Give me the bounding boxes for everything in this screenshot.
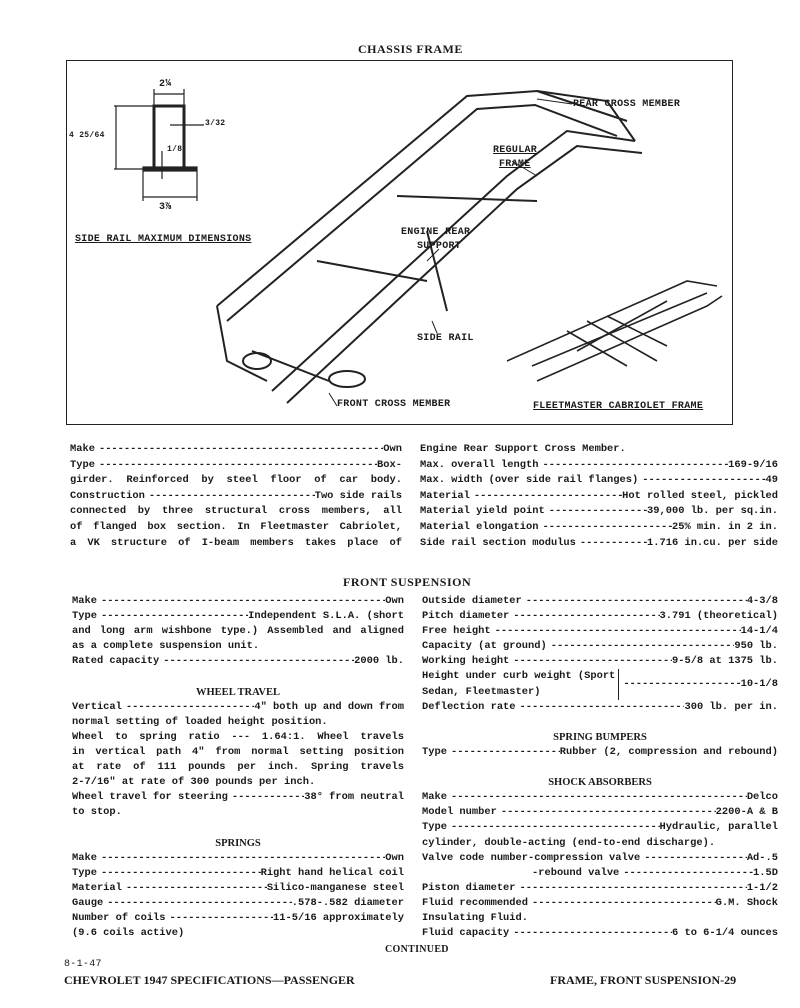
spec-label: Material elongation xyxy=(420,520,539,533)
dim-width-bottom: 3⅞ xyxy=(159,202,172,213)
text-line: Engine Rear Support Cross Member. xyxy=(420,443,626,455)
text-line: as a complete suspension unit. xyxy=(72,640,260,653)
spec-label: Vertical xyxy=(72,700,122,713)
spec-value: 2000 lb. xyxy=(354,655,404,668)
dash-leader xyxy=(166,911,274,926)
spec-value: Delco xyxy=(746,791,778,804)
spec-value: 1.5D xyxy=(753,866,778,879)
dash-leader xyxy=(470,489,622,505)
text-line: Insulating Fluid. xyxy=(422,911,529,924)
spec-label: Gauge xyxy=(72,896,104,909)
dash-leader xyxy=(447,790,747,805)
spec-value: 14-1/4 xyxy=(740,625,778,638)
spec-row xyxy=(422,820,778,835)
dash-leader xyxy=(95,458,377,474)
label-regular-frame-2: FRAME xyxy=(499,159,531,170)
dash-leader xyxy=(538,458,728,474)
spacer xyxy=(422,715,778,730)
dash-leader xyxy=(145,489,315,505)
spec-row xyxy=(70,442,402,458)
dash-leader xyxy=(97,866,261,881)
spacer xyxy=(422,760,778,775)
spec-row xyxy=(420,520,778,536)
spec-row xyxy=(422,805,778,820)
spec-row xyxy=(72,609,404,624)
dash-leader xyxy=(97,594,385,609)
text-line: in vertical path 4" from normal setting position xyxy=(72,745,404,758)
spec-label: Side rail section modulus xyxy=(420,536,576,549)
text-line: a VK structure of I-beam members takes place of xyxy=(70,536,402,549)
spec-row xyxy=(422,851,778,866)
label-front-cross-member: FRONT CROSS MEMBER xyxy=(337,399,451,410)
dash-leader xyxy=(97,609,248,624)
spec-value: 25% min. in 2 in. xyxy=(671,520,778,533)
footer-publication: CHEVROLET 1947 SPECIFICATIONS—PASSENGER xyxy=(64,973,355,987)
dash-leader xyxy=(528,896,716,911)
text-line: (9.6 coils active) xyxy=(72,927,185,940)
spec-value: 4" both up and down from xyxy=(254,700,404,713)
dash-leader xyxy=(95,442,383,458)
spec-label: Type xyxy=(422,821,447,834)
spacer xyxy=(72,669,404,684)
suspension-specs-left xyxy=(72,594,404,941)
spec-value: 10-1/8 xyxy=(740,678,778,691)
text-line: 2-7/16" at rate of 300 pounds per inch. xyxy=(72,776,316,789)
spec-value: Own xyxy=(383,443,402,455)
subsection-heading: SPRINGS xyxy=(215,837,261,849)
spec-label: Make xyxy=(422,791,447,804)
spec-label: Type xyxy=(70,458,95,471)
spec-label: Working height xyxy=(422,655,510,668)
spec-label: Valve code number-compression valve xyxy=(422,851,641,864)
spec-row xyxy=(70,458,402,474)
dash-leader xyxy=(509,926,672,941)
spec-value: Hydraulic, parallel xyxy=(659,821,778,834)
dash-leader xyxy=(97,851,385,866)
spec-label: Type xyxy=(422,745,447,758)
spec-label: Piston diameter xyxy=(422,881,516,894)
dash-leader xyxy=(122,700,254,715)
spec-value: 1.716 in.cu. per side xyxy=(647,536,778,549)
text-line: to stop. xyxy=(72,806,122,819)
text-line: of flanged box section. In Fleetmaster Cabriolet, xyxy=(70,520,402,533)
spec-row xyxy=(422,896,778,911)
spec-row xyxy=(420,458,778,474)
spec-row xyxy=(72,700,404,715)
spec-value: 49 xyxy=(765,474,778,487)
spec-value: 39,000 lb. per sq.in. xyxy=(647,505,778,518)
dash-leader xyxy=(522,594,747,609)
spec-value: 3.791 (theoretical) xyxy=(659,610,778,623)
label-engine-rear-support-1: ENGINE REAR xyxy=(401,227,471,238)
dash-leader xyxy=(516,700,685,715)
dash-leader xyxy=(619,866,753,881)
dash-leader xyxy=(576,536,647,552)
spec-label: Free height xyxy=(422,625,491,638)
dash-leader xyxy=(491,624,741,639)
spec-row xyxy=(422,790,778,805)
side-rail-cross-section xyxy=(114,89,204,201)
spec-label: Capacity (at ground) xyxy=(422,640,547,653)
footer-date: 8-1-47 xyxy=(64,959,102,970)
spec-label: Material xyxy=(72,881,122,894)
fleetmaster-caption: FLEETMASTER CABRIOLET FRAME xyxy=(533,401,704,412)
footer-section-page: FRAME, FRONT SUSPENSION-29 xyxy=(550,973,737,987)
spec-row xyxy=(422,624,778,639)
spec-value: Hot rolled steel, pickled xyxy=(622,489,778,502)
spec-row xyxy=(72,851,404,866)
dim-height: 4 25/64 xyxy=(69,131,105,140)
spec-value: 9-5/8 at 1375 lb. xyxy=(671,655,778,668)
spec-label xyxy=(422,669,619,699)
spec-row xyxy=(72,911,404,926)
spec-row xyxy=(422,881,778,896)
spec-value: Independent S.L.A. (short xyxy=(248,610,404,623)
spec-row xyxy=(422,669,778,699)
spec-label: Material xyxy=(420,489,470,502)
spec-row xyxy=(70,489,402,505)
dash-leader xyxy=(103,896,292,911)
dash-leader xyxy=(122,881,267,896)
spec-label: Number of coils xyxy=(72,911,166,924)
spec-label: Make xyxy=(70,443,95,455)
spec-label: Make xyxy=(72,595,97,607)
spec-row xyxy=(422,745,778,760)
dash-leader xyxy=(516,881,747,896)
text-line: at rate of 111 pounds per inch. Spring travels xyxy=(72,761,404,774)
page-title: CHASSIS FRAME xyxy=(358,42,463,56)
spec-value: 2200-A & B xyxy=(715,806,778,819)
fleetmaster-frame-drawing xyxy=(507,281,722,381)
spec-label: Wheel travel for steering xyxy=(72,791,228,804)
spec-row xyxy=(422,609,778,624)
dash-leader xyxy=(547,639,735,654)
dash-leader xyxy=(545,504,647,520)
spec-label-line: Height under curb weight (Sport xyxy=(422,670,616,683)
continued-note: CONTINUED xyxy=(385,944,449,955)
label-side-rail: SIDE RAIL xyxy=(417,333,474,344)
dash-leader xyxy=(640,851,747,866)
dash-leader xyxy=(159,654,354,669)
text-line: connected by three structural cross members, all xyxy=(70,505,402,518)
spec-label: Construction xyxy=(70,489,145,502)
label-regular-frame-1: REGULAR xyxy=(493,145,538,156)
spec-row xyxy=(72,594,404,609)
text-line: normal setting of loaded height position. xyxy=(72,715,328,728)
spec-label: -rebound valve xyxy=(532,866,620,879)
spec-label: Material yield point xyxy=(420,505,545,518)
spec-row xyxy=(72,866,404,881)
label-rear-cross-member: REAR CROSS MEMBER xyxy=(573,99,681,110)
text-line: girder. Reinforced by steel floor of car body. xyxy=(70,474,402,487)
spec-label: Deflection rate xyxy=(422,700,516,713)
suspension-specs-right xyxy=(422,594,778,941)
spec-value: 169-9/16 xyxy=(728,458,778,471)
text-line: and long arm wishbone type.) Assembled and aligned xyxy=(72,625,404,638)
dash-leader xyxy=(447,820,660,835)
spec-label: Pitch diameter xyxy=(422,610,510,623)
spec-value: 300 lb. per in. xyxy=(684,700,778,713)
spec-row xyxy=(72,790,404,805)
spec-label: Fluid capacity xyxy=(422,927,510,940)
subsection-heading: SPRING BUMPERS xyxy=(553,731,647,743)
spec-value: Rubber (2, compression and rebound) xyxy=(559,745,778,758)
frame-specs-left xyxy=(70,442,402,551)
spec-row xyxy=(420,489,778,505)
dash-leader xyxy=(538,520,672,536)
dash-leader xyxy=(447,745,560,760)
chassis-frame-illustration xyxy=(66,60,733,425)
section-title-front-suspension: FRONT SUSPENSION xyxy=(343,575,472,589)
subsection-heading: WHEEL TRAVEL xyxy=(196,686,280,698)
spec-row xyxy=(422,594,778,609)
spec-value: 6 to 6-1/4 ounces xyxy=(671,927,778,940)
spec-row xyxy=(422,700,778,715)
spec-label: Max. overall length xyxy=(420,458,539,471)
spec-value: Silico-manganese steel xyxy=(266,881,404,894)
dim-flange: 1/8 xyxy=(167,145,183,154)
frame-specs-right xyxy=(420,442,778,551)
spec-label: Model number xyxy=(422,806,497,819)
spec-value: G.M. Shock xyxy=(715,896,778,909)
spec-row xyxy=(72,654,404,669)
spec-row xyxy=(420,504,778,520)
spec-value: 4-3/8 xyxy=(746,595,778,607)
spec-value: 38° from neutral xyxy=(304,791,404,804)
dim-thickness: 3/32 xyxy=(205,119,226,128)
spec-row xyxy=(72,881,404,896)
dash-leader xyxy=(497,805,716,820)
spec-label: Type xyxy=(72,866,97,879)
spec-row xyxy=(72,896,404,911)
spec-value: 11-5/16 approximately xyxy=(273,911,404,924)
spec-row xyxy=(422,639,778,654)
spec-value: Own xyxy=(385,851,404,864)
dash-leader xyxy=(228,790,304,805)
dash-leader xyxy=(638,473,765,489)
spacer xyxy=(72,820,404,835)
spec-value: 1-1/2 xyxy=(746,881,778,894)
spec-value: Own xyxy=(385,595,404,607)
spec-value: Ad-.5 xyxy=(746,851,778,864)
spec-label: Outside diameter xyxy=(422,595,522,607)
label-engine-rear-support-2: SUPPORT xyxy=(417,241,462,252)
spec-row xyxy=(422,926,778,941)
spec-row xyxy=(422,866,778,881)
dash-leader xyxy=(509,654,672,669)
spec-value: Two side rails xyxy=(314,489,402,502)
spec-label: Type xyxy=(72,610,97,623)
text-line: cylinder, double-acting (end-to-end discharge). xyxy=(422,836,716,849)
spec-value: Box- xyxy=(377,458,402,471)
spec-label-line: Sedan, Fleetmaster) xyxy=(422,685,541,698)
subsection-heading: SHOCK ABSORBERS xyxy=(548,777,652,789)
spec-label: Make xyxy=(72,851,97,864)
spec-label: Max. width (over side rail flanges) xyxy=(420,474,639,487)
dash-leader xyxy=(509,609,659,624)
spec-row xyxy=(420,536,778,552)
spec-value: .578-.582 diameter xyxy=(291,896,404,909)
side-rail-caption: SIDE RAIL MAXIMUM DIMENSIONS xyxy=(75,234,252,245)
spec-value: 950 lb. xyxy=(734,640,778,653)
spec-row xyxy=(420,473,778,489)
spec-label: Rated capacity xyxy=(72,655,160,668)
dim-width-top: 2¼ xyxy=(159,79,172,90)
dash-leader xyxy=(619,677,740,692)
spec-value: Right hand helical coil xyxy=(260,866,404,879)
spec-row xyxy=(422,654,778,669)
spec-label: Fluid recommended xyxy=(422,896,529,909)
text-line: Wheel to spring ratio --- 1.64:1. Wheel travels xyxy=(72,730,404,743)
